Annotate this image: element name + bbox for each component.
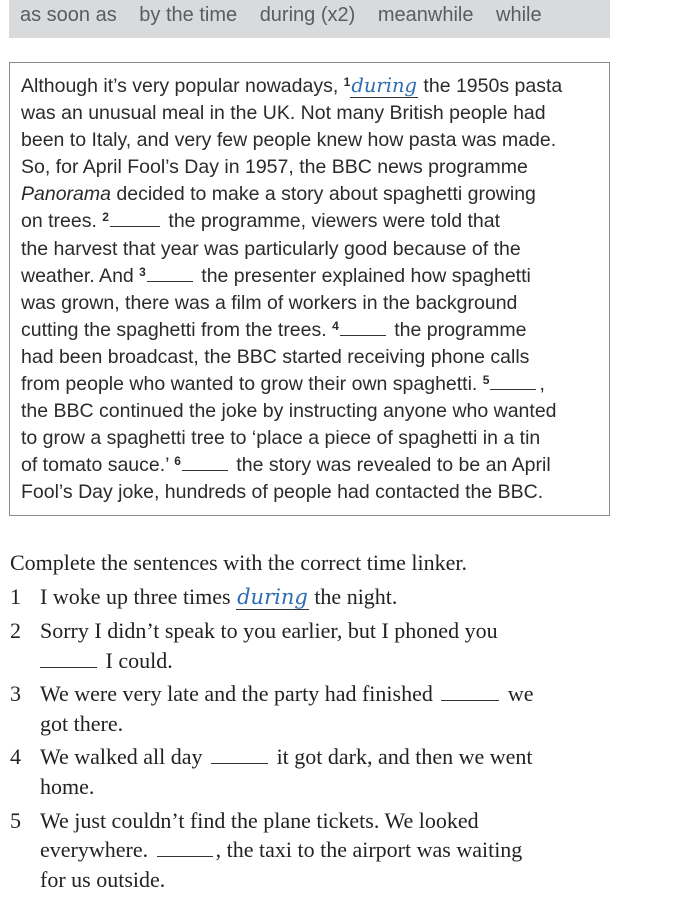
word-option: while [496, 4, 542, 26]
text-line [21, 452, 609, 479]
item-line [40, 742, 650, 772]
reading-text-box [9, 62, 610, 516]
text-line: was an unusual meal in the UK. Not many British people had [21, 102, 546, 125]
text-segment: on trees. [21, 210, 103, 233]
item-line: home. [40, 774, 95, 800]
gap-number: 4 [332, 318, 339, 333]
text-line [21, 317, 609, 344]
item-line [40, 679, 650, 709]
text-line [21, 371, 609, 398]
exercise-instruction: Complete the sentences with the correct time linker. [10, 550, 467, 575]
answer-blank[interactable] [211, 747, 268, 764]
item-line: Sorry I didn’t speak to you earlier, but I phoned you [40, 617, 498, 643]
text-line [21, 181, 609, 208]
exercise-item [10, 616, 650, 676]
text-line: been to Italy, and very few people knew how pasta was made. [21, 129, 557, 152]
text-line [21, 72, 609, 100]
answer-blank[interactable] [182, 455, 228, 471]
text-segment: the programme [388, 318, 527, 341]
word-box [9, 0, 610, 38]
text-line: So, for April Fool’s Day in 1957, the BBC news programme [21, 156, 528, 179]
text-line: Fool’s Day joke, hundreds of people had contacted the BBC. [21, 481, 544, 504]
item-line [40, 646, 650, 676]
text-line: the BBC continued the joke by instructing anyone who wanted [21, 400, 557, 423]
item-text: we [502, 681, 534, 707]
text-segment: the 1950s pasta [418, 75, 563, 97]
item-line [40, 835, 650, 865]
text-segment: from people who wanted to grow their own spaghetti. [21, 373, 483, 396]
exercise-item [10, 806, 650, 895]
item-number: 4 [10, 744, 21, 770]
answer-blank[interactable] [441, 684, 499, 701]
text-segment: the presenter explained how spaghetti [195, 264, 531, 287]
answer-blank[interactable] [490, 374, 536, 390]
text-line: had been broadcast, the BBC started receiving phone calls [21, 345, 530, 368]
exercise-item [10, 582, 650, 613]
item-line: for us outside. [40, 867, 166, 893]
answer-blank[interactable] [110, 211, 160, 227]
item-text: I could. [100, 647, 173, 673]
item-text: the night. [308, 583, 398, 609]
programme-name: Panorama [21, 183, 111, 206]
word-option: during (x2) [259, 4, 356, 26]
text-segment: the story was revealed to be an April [230, 454, 551, 477]
gap-number: 3 [139, 264, 146, 279]
word-option: by the time [139, 4, 238, 26]
answer-blank[interactable] [147, 266, 193, 282]
item-number: 2 [10, 617, 21, 643]
text-line: the harvest that year was particularly good because of the [21, 237, 521, 260]
exercise-section [10, 548, 650, 895]
item-text: We were very late and the party had finished [40, 681, 439, 707]
gap-number: 6 [174, 454, 181, 469]
item-text: , the taxi to the airport was waiting [215, 837, 523, 863]
word-option: meanwhile [377, 4, 474, 26]
word-option: as soon as [20, 4, 117, 26]
gap-number: 5 [482, 373, 490, 388]
item-text: it got dark, and then we went [271, 744, 533, 770]
gap-number: 1 [343, 75, 351, 89]
item-number: 3 [10, 681, 21, 707]
answer-blank[interactable] [40, 651, 97, 668]
exercise-item [10, 679, 650, 739]
text-segment: of tomato sauce.’ [21, 454, 175, 477]
text-segment: Although it’s very popular nowadays, [21, 75, 344, 97]
text-line [21, 263, 609, 290]
text-segment: the programme, viewers were told that [162, 210, 501, 233]
text-line [21, 208, 609, 235]
text-segment: decided to make a story about spaghetti growing [110, 183, 536, 206]
handwritten-answer: during [351, 74, 418, 97]
answer-blank[interactable] [157, 840, 213, 857]
item-line: We just couldn’t find the plane tickets. We looked [40, 807, 479, 833]
text-line: was grown, there was a film of workers in the background [21, 291, 518, 314]
text-segment: , [539, 373, 545, 396]
item-text: I woke up three times [40, 583, 237, 609]
gap-number: 2 [102, 210, 109, 225]
exercise-item [10, 742, 650, 802]
text-line: to grow a spaghetti tree to ‘place a piece of spaghetti in a tin [21, 427, 541, 450]
item-line [40, 582, 650, 613]
item-number: 1 [10, 583, 21, 609]
text-segment: cutting the spaghetti from the trees. [21, 318, 333, 341]
handwritten-answer: during [237, 584, 308, 609]
item-number: 5 [10, 807, 21, 833]
item-text: We walked all day [40, 744, 209, 770]
answer-blank[interactable] [340, 320, 386, 336]
text-segment: weather. And [21, 264, 140, 287]
item-line: got there. [40, 710, 124, 736]
item-text: everywhere. [40, 837, 154, 863]
